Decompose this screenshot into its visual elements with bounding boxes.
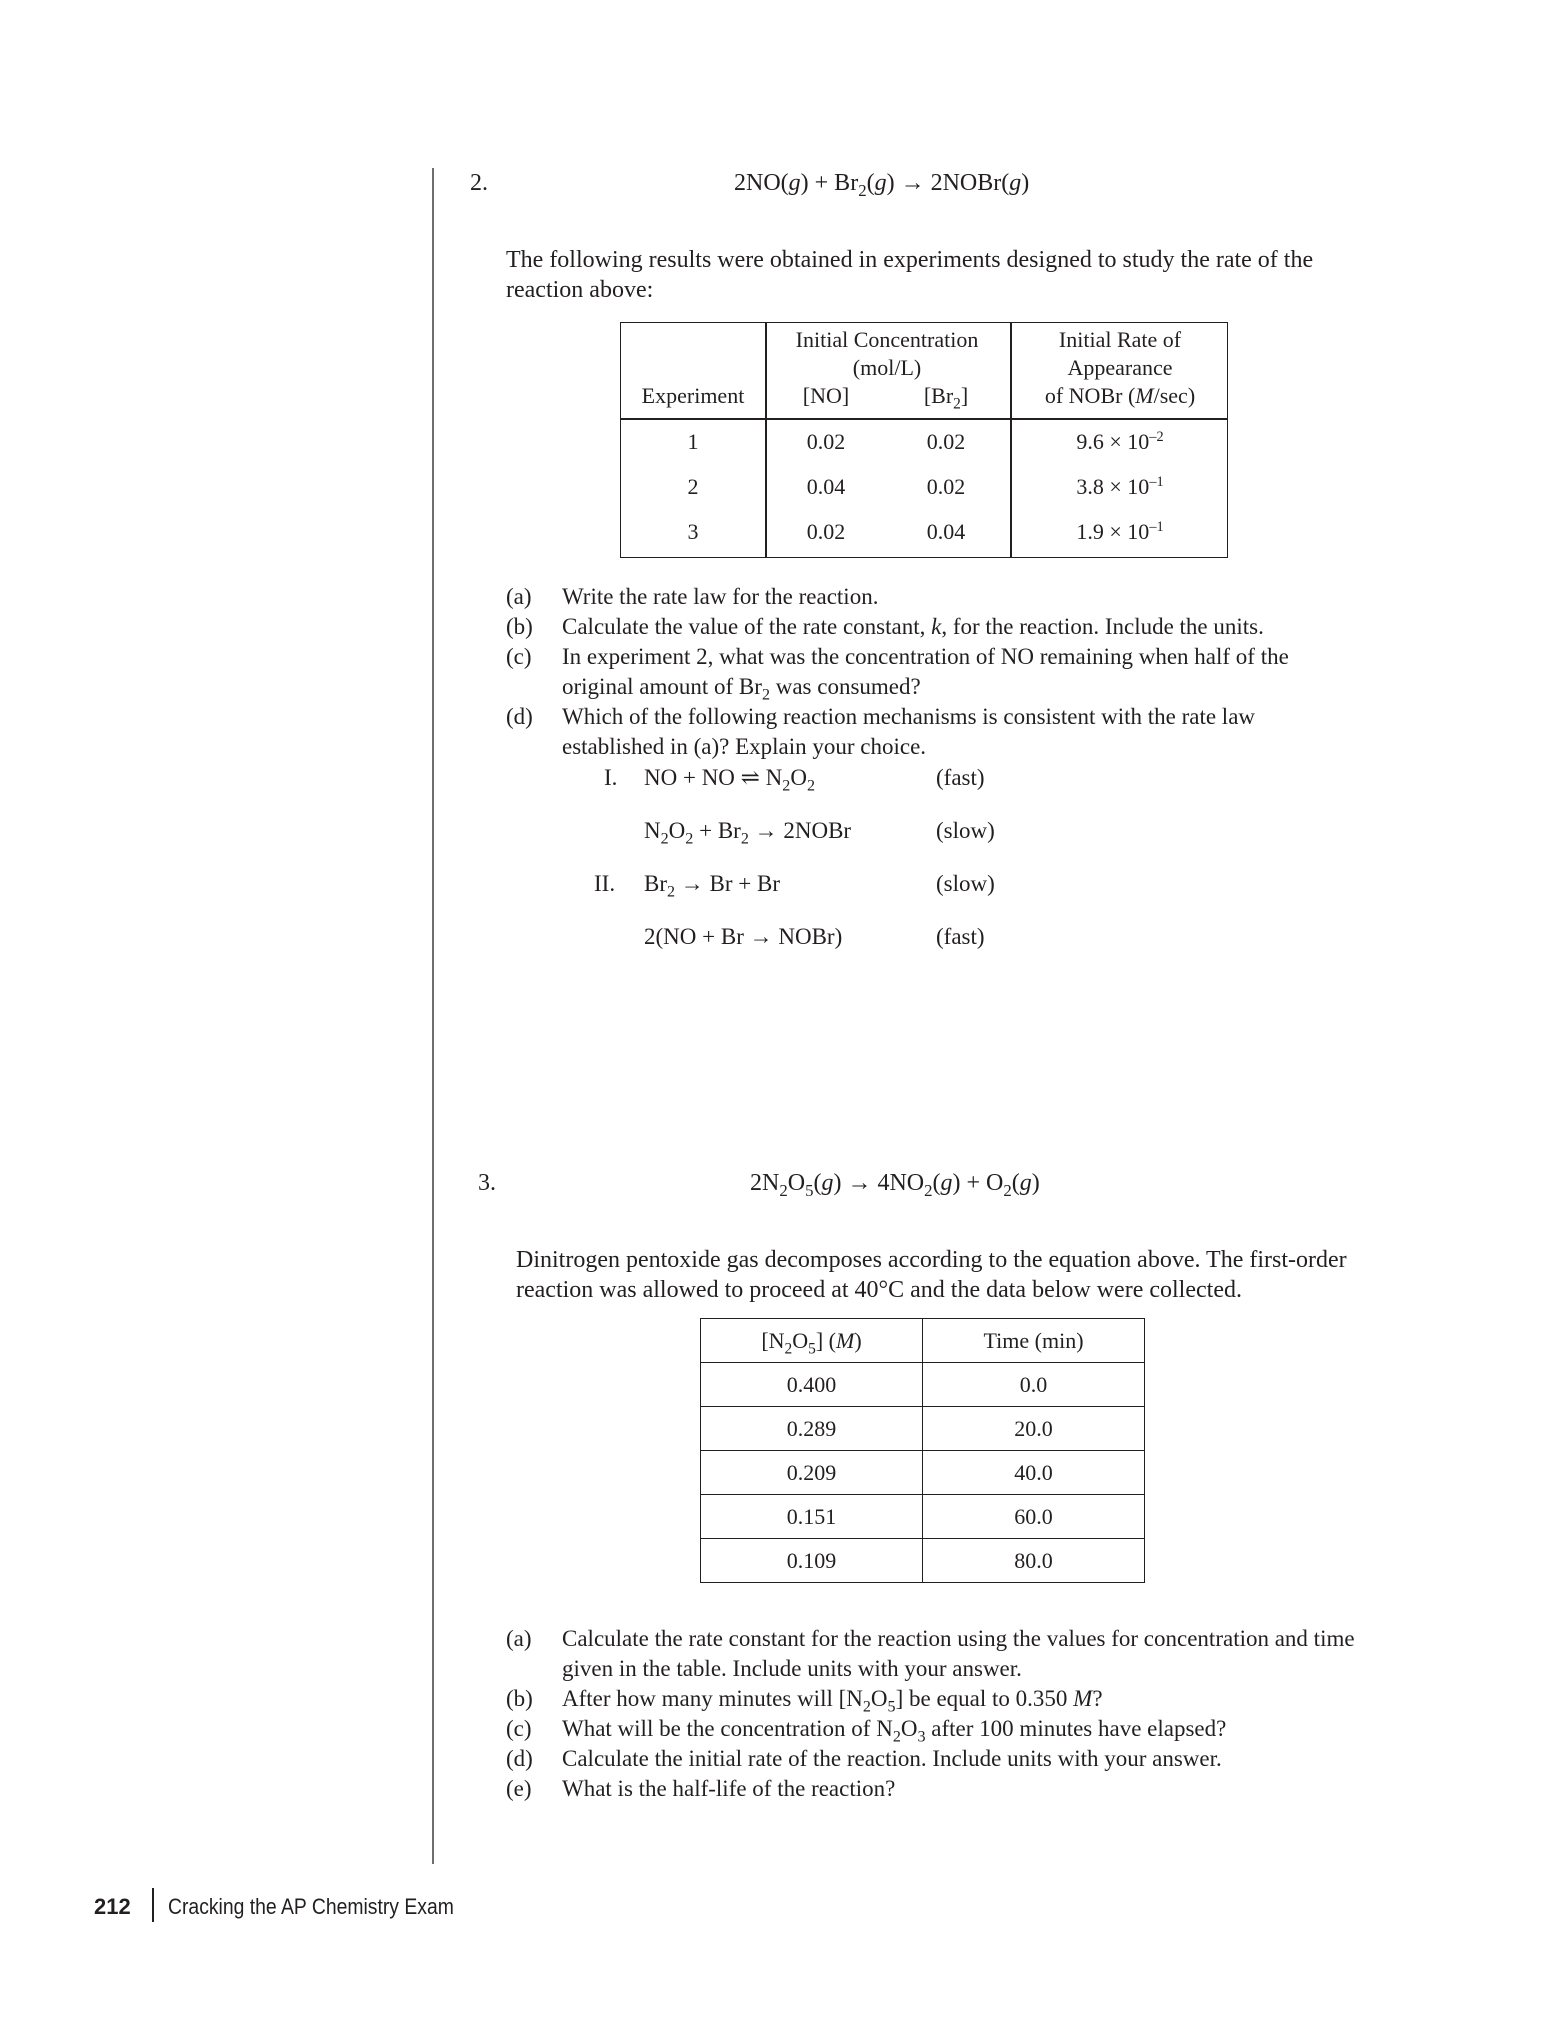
page-number: 212 xyxy=(94,1894,131,1919)
table-cell-exp: 1 xyxy=(687,429,699,454)
header-br2: $[Br_2]$ xyxy=(923,383,969,413)
question-part-c: (c) What will be the concentration of $N_2O_3$ after 100 minutes have elapsed? xyxy=(506,1716,1227,1746)
table-cell-conc: 0.400 xyxy=(701,1363,923,1407)
table-cell-exp: 2 xyxy=(687,474,699,499)
header-experiment: Experiment xyxy=(641,383,745,408)
table-cell-conc: 0.209 xyxy=(701,1451,923,1495)
question-2-intro: The following results were obtained in experiments designed to study the rate of the reaction above: xyxy=(506,247,1314,303)
header-n2o5-concentration: $[N_2O_5]$ (M) xyxy=(701,1319,923,1363)
mechanism-I-step-1: NO + NO ⇌ $N_2O_2$ xyxy=(644,765,816,795)
table-cell-br2: 0.02 xyxy=(926,429,966,454)
table-header-row xyxy=(701,1319,1145,1363)
book-title: Cracking the AP Chemistry Exam xyxy=(168,1894,454,1919)
table-cell-exp: 3 xyxy=(687,519,699,544)
question-2-number: 2. xyxy=(470,170,488,196)
table-cell-conc: 0.109 xyxy=(701,1539,923,1583)
question-part-a: (a) Write the rate law for the reaction. xyxy=(506,584,879,609)
rate-data-table xyxy=(620,322,1228,558)
question-3-parts xyxy=(506,1624,1356,1804)
table-cell-br2: 0.04 xyxy=(926,519,966,544)
header-initial-rate: Initial Rate of xyxy=(1058,327,1182,352)
margin-rule xyxy=(432,168,434,1864)
table-cell-rate: $1.9 \times 10^{-1}$ xyxy=(1076,519,1164,544)
table-cell-time: 0.0 xyxy=(923,1363,1145,1407)
question-part-e: (e) What is the half-life of the reaction? xyxy=(506,1776,896,1801)
question-part-c: (c) In experiment 2, what was the concentration of NO remaining when half of the original amount of $Br_2$ was consumed? xyxy=(506,644,1289,704)
header-appearance: Appearance xyxy=(1067,355,1173,380)
header-concentration-units: (mol/L) xyxy=(852,355,922,380)
mechanism-II-step-2: 2(NO + Br → NOBr) xyxy=(644,924,843,949)
mechanism-I-step-2-speed: (slow) xyxy=(936,818,995,843)
table-cell-no: 0.02 xyxy=(806,429,846,454)
question-part-d: (d) Which of the following reaction mechanisms is consistent with the rate law established in (a)? Explain your choice. xyxy=(506,704,1256,759)
header-no: [NO] xyxy=(802,383,850,408)
question-part-a: (a) Calculate the rate constant for the reaction using the values for concentration and time given in the table. Include units with your answer. xyxy=(506,1626,1355,1681)
question-2-parts xyxy=(506,582,1336,762)
header-initial-concentration: Initial Concentration xyxy=(795,327,979,352)
header-time: Time (min) xyxy=(923,1319,1145,1363)
table-cell-time: 40.0 xyxy=(923,1451,1145,1495)
table-row xyxy=(701,1407,1145,1451)
question-3-number: 3. xyxy=(478,1170,496,1196)
table-cell-rate: $9.6 \times 10^{-2}$ xyxy=(1076,429,1164,454)
question-2-equation: $2NO(g) + Br_2(g)$ → 2NOBr(g) xyxy=(734,170,1030,200)
mechanism-I-step-1-speed: (fast) xyxy=(936,765,985,790)
mechanism-II-label: II. xyxy=(594,871,616,896)
concentration-time-table xyxy=(700,1318,1145,1583)
footer-divider xyxy=(152,1888,154,1922)
mechanism-II-step-1-speed: (slow) xyxy=(936,871,995,896)
question-part-b: (b) After how many minutes will $[N_2O_5]$ be equal to 0.350 M? xyxy=(506,1686,1103,1716)
table-cell-time: 20.0 xyxy=(923,1407,1145,1451)
table-cell-rate: $3.8 \times 10^{-1}$ xyxy=(1076,474,1164,499)
table-cell-br2: 0.02 xyxy=(926,474,966,499)
table-cell-time: 80.0 xyxy=(923,1539,1145,1583)
table-cell-no: 0.04 xyxy=(806,474,846,499)
table-row xyxy=(701,1539,1145,1583)
table-cell-conc: 0.151 xyxy=(701,1495,923,1539)
question-part-b: (b) Calculate the value of the rate constant, k, for the reaction. Include the units. xyxy=(506,614,1264,639)
mechanism-I-step-2: $N_2O_2 + Br_2$ → 2NOBr xyxy=(644,818,852,848)
question-part-d: (d) Calculate the initial rate of the reaction. Include units with your answer. xyxy=(506,1746,1222,1771)
mechanism-I-label: I. xyxy=(604,765,618,790)
table-row xyxy=(701,1451,1145,1495)
question-3-intro: Dinitrogen pentoxide gas decomposes according to the equation above. The first-order reaction was allowed to proceed at 40°C and the data below were collected. xyxy=(516,1247,1347,1303)
table-row xyxy=(701,1495,1145,1539)
table-cell-no: 0.02 xyxy=(806,519,846,544)
mechanism-II-step-2-speed: (fast) xyxy=(936,924,985,949)
table-row xyxy=(701,1363,1145,1407)
mechanism-II-step-1: $Br_2 \to Br + Br$ xyxy=(644,871,781,901)
question-3-equation: $2N_2O_5(g) \to 4NO_2(g) + O_2(g)$ xyxy=(750,1170,1040,1200)
table-cell-conc: 0.289 xyxy=(701,1407,923,1451)
table-cell-time: 60.0 xyxy=(923,1495,1145,1539)
header-of-nobr: of NOBr (M/sec) xyxy=(1044,383,1196,408)
